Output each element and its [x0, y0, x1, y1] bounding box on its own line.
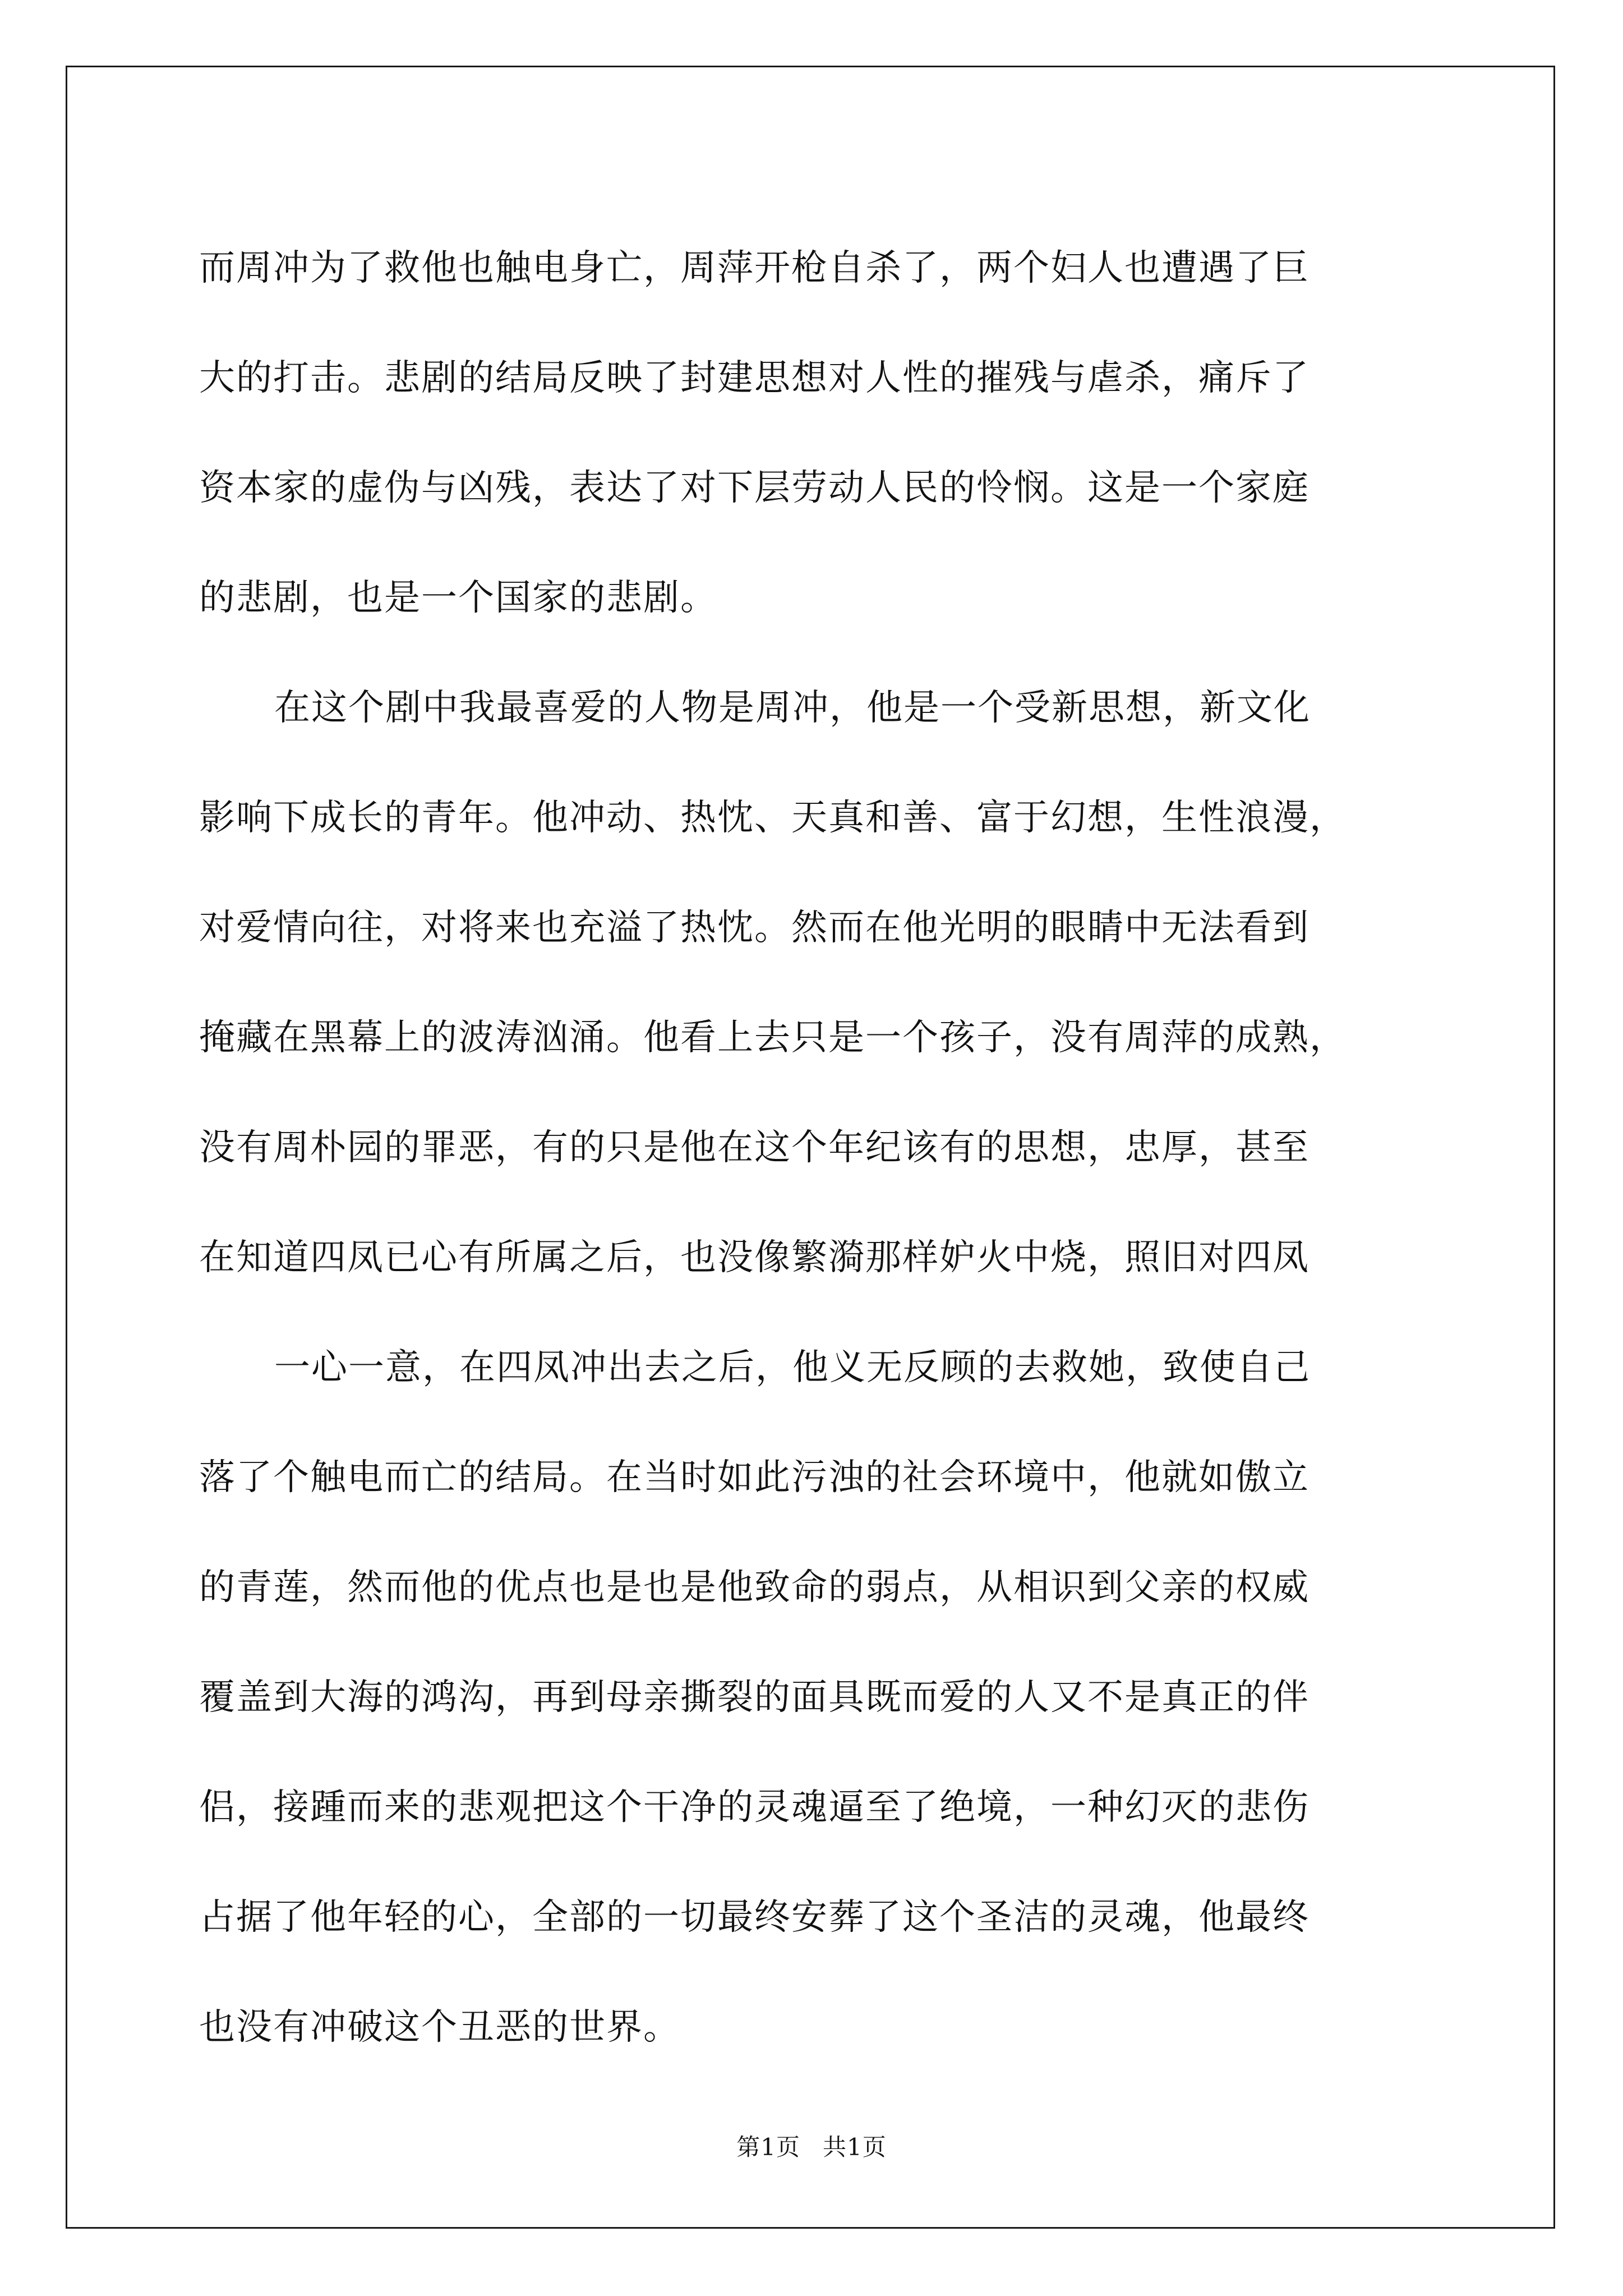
text-line: 也没有冲破这个丑恶的世界。: [199, 2007, 680, 2048]
text-line: 没有周朴园的罪恶，有的只是他在这个年纪该有的思想，忠厚，甚至: [199, 1127, 1310, 1168]
text-line: 资本家的虚伪与凶残，表达了对下层劳动人民的怜悯。这是一个家庭: [199, 467, 1310, 509]
text-line: 覆盖到大海的鸿沟，再到母亲撕裂的面具既而爱的人又不是真正的伴: [199, 1677, 1310, 1718]
paragraph-first-line: 一心一意，在四凤冲出去之后，他义无反顾的去救她，致使自己: [274, 1347, 1311, 1388]
document-body: [199, 213, 1461, 2082]
text-line: 而周冲为了救他也触电身亡，周萍开枪自杀了，两个妇人也遭遇了巨: [199, 247, 1310, 289]
text-line: 影响下成长的青年。他冲动、热忱、天真和善、富于幻想，生性浪漫，: [199, 797, 1347, 839]
text-line: 的青莲，然而他的优点也是也是他致命的弱点，从相识到父亲的权威: [199, 1567, 1310, 1608]
text-line: 掩藏在黑幕上的波涛汹涌。他看上去只是一个孩子，没有周萍的成熟，: [199, 1017, 1347, 1059]
text-line: 占据了他年轻的心，全部的一切最终安葬了这个圣洁的灵魂，他最终: [199, 1897, 1310, 1938]
text-line: 在知道四凤已心有所属之后，也没像繁漪那样妒火中烧，照旧对四凤: [199, 1237, 1310, 1278]
page-footer: [0, 2129, 1623, 2162]
text-line: 侣，接踵而来的悲观把这个干净的灵魂逼至了绝境，一种幻灭的悲伤: [199, 1787, 1310, 1828]
page-total: 共1页: [823, 2133, 887, 2161]
text-line: 落了个触电而亡的结局。在当时如此污浊的社会环境中，他就如傲立: [199, 1457, 1310, 1498]
paragraph-first-line: 在这个剧中我最喜爱的人物是周冲，他是一个受新思想，新文化: [274, 687, 1311, 729]
text-line: 大的打击。悲剧的结局反映了封建思想对人性的摧残与虐杀，痛斥了: [199, 357, 1310, 399]
text-line: 的悲剧，也是一个国家的悲剧。: [199, 577, 717, 619]
text-line: 对爱情向往，对将来也充溢了热忱。然而在他光明的眼睛中无法看到: [199, 907, 1310, 949]
page-number: 第1页: [736, 2133, 800, 2161]
